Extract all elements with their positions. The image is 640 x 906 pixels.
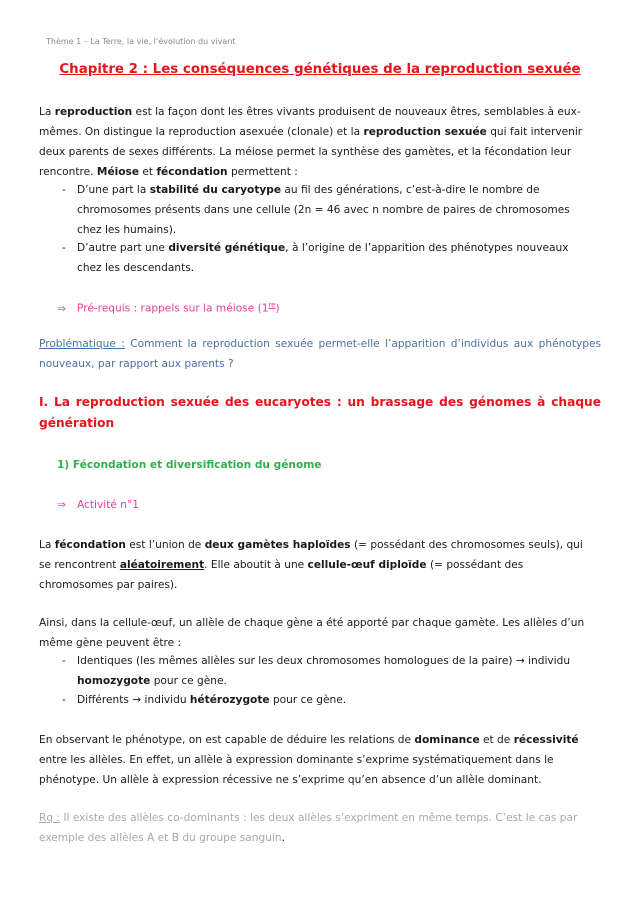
block-sub1	[57, 455, 619, 475]
bold-term: Méiose	[96, 166, 140, 178]
text-run: mêmes. On distingue la reproduction asexuée (clonale) et la	[39, 126, 364, 138]
text-run: .	[281, 832, 285, 844]
text-run: se rencontrent	[39, 559, 120, 571]
block-prereq	[39, 295, 601, 315]
text-run: entre les allèles. En effet, un allèle à expression dominante s’exprime systématiquement dans le	[39, 754, 554, 766]
text-run: au fil des générations, c’est-à-dire le nombre de	[281, 184, 540, 196]
text-run: et	[139, 166, 157, 178]
text-run: )	[275, 302, 280, 315]
text-run: 1) Fécondation et diversification du génome	[57, 459, 322, 471]
text-run: chez les descendants.	[77, 262, 195, 274]
text-run: re	[268, 301, 276, 309]
text-run: pour ce gène.	[269, 694, 347, 706]
text-line	[39, 295, 601, 315]
text-run: , à l’origine de l’apparition des phénotypes nouveaux	[285, 242, 569, 254]
chapter-title: Chapitre 2 : Les conséquences génétiques de la reproduction sexuée	[59, 62, 581, 77]
text-run: Comment la reproduction sexuée permet-elle l’apparition d’individus aux phénotypes	[124, 338, 601, 350]
text-line	[39, 102, 601, 122]
bold-term: fécondation	[156, 166, 228, 178]
text-run: Pré-requis : rappels sur la méiose (1	[77, 302, 269, 315]
text-line	[39, 633, 601, 653]
text-line	[39, 555, 601, 575]
text-line	[57, 455, 619, 475]
text-run: D’une part la	[77, 184, 150, 196]
text-run: (= possédant des	[426, 559, 524, 571]
text-line	[39, 413, 601, 434]
text-line	[39, 122, 601, 142]
text-run: D’autre part une	[77, 242, 169, 254]
arrow-icon: ⇒	[57, 302, 66, 315]
bold-term: deux gamètes haploïdes	[204, 539, 351, 551]
text-run: Rq :	[39, 812, 61, 824]
bullet-dash: -	[62, 655, 66, 667]
text-run: chromosomes par paires).	[39, 579, 178, 591]
text-line	[39, 828, 601, 848]
text-run: exemple des allèles A et B du groupe sanguin	[39, 832, 282, 844]
block-bullet4	[62, 690, 601, 710]
bold-term: homozygote	[77, 675, 151, 687]
text-line	[39, 730, 601, 750]
bullet-dash: -	[62, 694, 66, 706]
bold-term: récessivité	[513, 734, 579, 746]
text-run: La	[39, 106, 55, 118]
block-dominance	[39, 730, 601, 790]
block-activite	[39, 495, 601, 515]
block-bullet3	[62, 651, 601, 691]
text-line	[39, 613, 601, 633]
text-run: est l’union de	[125, 539, 205, 551]
bullet-dash: -	[62, 184, 66, 196]
text-line	[62, 180, 601, 200]
text-run: (= possédant des chromosomes seuls), qui	[350, 539, 583, 551]
bold-term: fécondation	[54, 539, 126, 551]
text-run: Ainsi, dans la cellule-œuf, un allèle de chaque gène a été apporté par chaque gamète. Les allèles d’un	[39, 617, 585, 629]
bold-term: aléatoirement	[119, 559, 205, 571]
text-run: nouveaux, par rapport aux parents ?	[39, 358, 234, 370]
bold-term: stabilité du caryotype	[149, 184, 282, 196]
text-line	[39, 354, 601, 374]
text-line	[62, 200, 601, 220]
block-section1	[39, 392, 601, 434]
text-run: Problématique :	[39, 338, 125, 350]
text-run: permettent :	[227, 166, 298, 178]
text-line	[39, 770, 601, 790]
text-line	[39, 142, 601, 162]
text-run: En observant le phénotype, on est capable de déduire les relations de	[39, 734, 415, 746]
text-run: même gène peuvent être :	[39, 637, 182, 649]
text-run: est la façon dont les êtres vivants produisent de nouveaux êtres, semblables à eux-	[132, 106, 581, 118]
bold-term: diversité génétique	[168, 242, 286, 254]
text-line	[39, 575, 601, 595]
text-run: . Elle aboutit à une	[204, 559, 308, 571]
block-intro	[39, 102, 601, 182]
text-run: Différents → individu	[77, 694, 190, 706]
text-run: La	[39, 539, 55, 551]
bold-term: dominance	[414, 734, 480, 746]
text-run: I. La reproduction sexuée des eucaryotes : un brassage des génomes à chaque	[39, 395, 601, 409]
bold-term: reproduction	[54, 106, 133, 118]
block-ainsi	[39, 613, 601, 653]
text-run: génération	[39, 416, 115, 430]
bold-term: hétérozygote	[189, 694, 270, 706]
bold-term: cellule-œuf diploïde	[307, 559, 427, 571]
text-run: qui fait intervenir	[486, 126, 583, 138]
block-bullet1	[62, 180, 601, 240]
text-line	[39, 808, 601, 828]
text-run: chromosomes présents dans une cellule (2n = 46 avec n nombre de paires de chromosomes	[77, 204, 570, 216]
text-line	[39, 334, 601, 354]
text-line	[39, 392, 601, 413]
text-run: phénotype. Un allèle à expression récessive ne s’exprime qu’en absence d’un allèle dominant.	[39, 774, 542, 786]
text-run: chez les humains).	[77, 224, 177, 236]
block-bullet2	[62, 238, 601, 278]
text-line	[39, 162, 601, 182]
text-line	[62, 238, 601, 258]
text-run: Identiques (les mêmes allèles sur les deux chromosomes homologues de la paire) → individu	[77, 655, 571, 667]
arrow-icon: ⇒	[57, 499, 66, 511]
text-run: Activité n°1	[77, 499, 139, 511]
block-fecondation	[39, 535, 601, 595]
text-line	[62, 258, 601, 278]
block-remarque	[39, 808, 601, 848]
text-line	[62, 671, 601, 691]
text-run: rencontre.	[39, 166, 97, 178]
text-line	[62, 651, 601, 671]
text-line	[62, 220, 601, 240]
text-line	[39, 535, 601, 555]
text-line	[39, 495, 601, 515]
block-problematique	[39, 334, 601, 374]
bullet-dash: -	[62, 242, 66, 254]
bold-term: reproduction sexuée	[363, 126, 487, 138]
text-run: Il existe des allèles co-dominants : les deux allèles s’expriment en même temps. C’est le cas par	[60, 812, 578, 824]
text-run: et de	[479, 734, 514, 746]
text-run: deux parents de sexes différents. La méiose permet la synthèse des gamètes, et la fécondation leur	[39, 146, 572, 158]
text-run: pour ce gène.	[150, 675, 227, 687]
text-line	[39, 750, 601, 770]
text-line	[62, 690, 601, 710]
page-header: Thème 1 – La Terre, la vie, l’évolution du vivant	[46, 37, 236, 46]
